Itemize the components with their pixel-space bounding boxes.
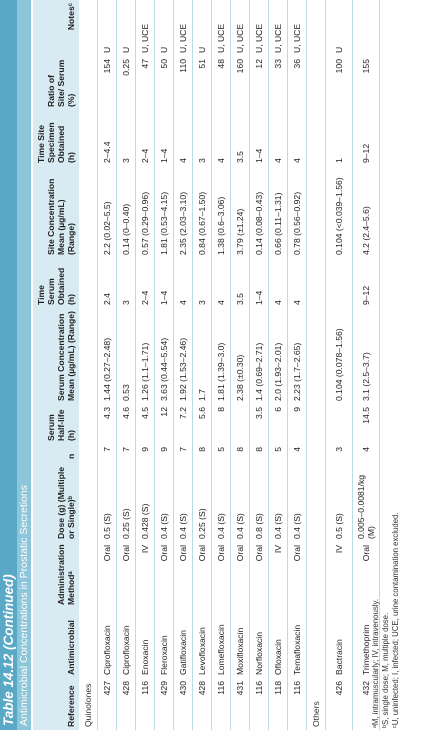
cell-time-serum-obtained: 1–4 [250,258,269,308]
cell-site-concentration: 0.84 (0.67–1.50) [193,166,212,258]
cell-reference: 116 [250,678,269,730]
cell-serum-concentration: 1.81 (1.39–3.0) [212,308,231,404]
cell-time-serum-obtained: 1–4 [155,258,174,308]
cell-time-site-obtained: 4 [174,110,193,166]
cell-n: 9 [136,444,155,462]
cell-serum-concentration: 0.104 (0.078–1.56) [326,308,353,404]
cell-site-concentration: 0.14 (0.08–0.43) [250,166,269,258]
cell-antimicrobial: Levofloxacin [193,608,212,678]
cell-notes: U [193,0,212,56]
group-label: Quinolones [79,0,98,730]
cell-ratio: 100 [326,56,353,110]
cell-reference: 116 [136,678,155,730]
table-body [79,0,380,730]
cell-ratio: 160 [231,56,250,110]
cell-antimicrobial: Gatifloxacin [174,608,193,678]
table-row [212,0,231,730]
cell-time-site-obtained: 2–4.4 [98,110,117,166]
cell-reference: 116 [212,678,231,730]
cell-ratio: 155 [353,56,380,110]
cell-notes: U [155,0,174,56]
cell-n: 8 [231,444,250,462]
cell-serum-concentration: 1.92 (1.53–2.46) [174,308,193,404]
cell-serum-concentration: 1.4 (0.69–2.71) [250,308,269,404]
cell-ratio: 33 [269,56,288,110]
table-row [98,0,117,730]
cell-time-serum-obtained: 4 [174,258,193,308]
cell-dose: 0.4 (S) [288,462,307,542]
cell-n: 3 [326,444,353,462]
cell-time-serum-obtained: 9–12 [353,258,380,308]
group-row [307,0,326,730]
cell-serum-concentration: 1.26 (1.1–1.71) [136,308,155,404]
cell-administration-method: IV [269,542,288,608]
cell-time-site-obtained: 9–12 [353,110,380,166]
table-subtitle: Antimicrobial Concentrations in Prostatic Secretions [17,0,31,730]
cell-administration-method: Oral [174,542,193,608]
cell-antimicrobial: Lomefloxacin [212,608,231,678]
cell-time-site-obtained: 3 [193,110,212,166]
cell-time-site-obtained: 3 [117,110,136,166]
table-caption [0,0,31,730]
cell-time-serum-obtained: 3 [193,258,212,308]
table-row [136,0,155,730]
cell-n: 4 [353,444,380,462]
cell-dose: 0.25 (S) [117,462,136,542]
cell-serum-concentration: 3.63 (0.44–5.54) [155,308,174,404]
cell-time-serum-obtained: 3.5 [231,258,250,308]
header-n: n [33,444,79,462]
cell-reference: 429 [155,678,174,730]
cell-serum-concentration: 1.7 [193,308,212,404]
cell-time-site-obtained: 1–4 [250,110,269,166]
cell-n: 5 [269,444,288,462]
cell-ratio: 110 [174,56,193,110]
cell-administration-method: Oral [155,542,174,608]
cell-site-concentration: 1.81 (0.53–4.15) [155,166,174,258]
cell-ratio: 0.25 [117,56,136,110]
cell-dose: 0.8 (S) [250,462,269,542]
cell-n: 7 [98,444,117,462]
header-time-serum-obtained: Time Serum Obtained (h) [33,258,79,308]
cell-n: 8 [250,444,269,462]
cell-serum-half-life [326,404,353,444]
cell-reference: 428 [117,678,136,730]
cell-time-site-obtained: 4 [212,110,231,166]
cell-notes: U [117,0,136,56]
cell-site-concentration: 3.79 (±1.24) [231,166,250,258]
cell-time-site-obtained: 2–4 [136,110,155,166]
cell-ratio: 47 [136,56,155,110]
header-serum-half-life: Serum Half-life (h) [33,404,79,444]
cell-dose: 0.5 (S) [98,462,117,542]
cell-notes: U, UCE [174,0,193,56]
cell-dose: 0.4 (S) [269,462,288,542]
header-serum-concentration: Serum Concentration Mean (µg/mL) (Range) [33,308,79,404]
table-row [288,0,307,730]
cell-administration-method: Oral [250,542,269,608]
cell-antimicrobial: Ofloxacin [269,608,288,678]
cell-reference: 118 [269,678,288,730]
cell-administration-method: IV [326,542,353,608]
cell-site-concentration: 0.66 (0.11–1.31) [269,166,288,258]
cell-dose: 0.4 (S) [231,462,250,542]
footnote-c: ᶜU, uninfected; I, infected; UCE, urine contamination excluded. [391,512,400,728]
cell-serum-half-life: 14.5 [353,404,380,444]
cell-notes: U [98,0,117,56]
cell-reference: 428 [193,678,212,730]
cell-time-serum-obtained: 2–4 [136,258,155,308]
cell-serum-half-life: 3.5 [250,404,269,444]
table-row [155,0,174,730]
cell-site-concentration: 2.35 (2.03–3.10) [174,166,193,258]
cell-serum-half-life: 6 [269,404,288,444]
cell-antimicrobial: Enoxacin [136,608,155,678]
cell-ratio: 48 [212,56,231,110]
cell-serum-concentration: 2.0 (1.93–2.01) [269,308,288,404]
cell-reference: 427 [98,678,117,730]
cell-notes: U, UCE [269,0,288,56]
cell-n: 8 [193,444,212,462]
cell-antimicrobial: Moxifloxacin [231,608,250,678]
cell-ratio: 50 [155,56,174,110]
cell-antimicrobial: Ciprofloxacin [117,608,136,678]
cell-administration-method: Oral [353,542,380,608]
cell-notes: U [326,0,353,56]
cell-antimicrobial: Trimethoprim [353,608,380,678]
cell-administration-method: Oral [117,542,136,608]
cell-reference: 432 [353,678,380,730]
cell-time-site-obtained: 4 [288,110,307,166]
cell-antimicrobial: Ciprofloxacin [98,608,117,678]
header-dose: Dose (g) (Multiple or Single)ᵇ [33,462,79,542]
header-antimicrobial: Antimicrobial [33,608,79,678]
cell-antimicrobial: Bactracin [326,608,353,678]
cell-time-site-obtained: 4 [269,110,288,166]
cell-site-concentration: 0.57 (0.29–0.96) [136,166,155,258]
cell-dose: 0.4 (S) [212,462,231,542]
cell-serum-half-life: 4.6 [117,404,136,444]
cell-time-serum-obtained: 3 [117,258,136,308]
cell-notes: U, UCE [136,0,155,56]
cell-notes: U, UCE [250,0,269,56]
cell-serum-half-life: 9 [288,404,307,444]
cell-dose: 0.4 (S) [155,462,174,542]
cell-administration-method: Oral [231,542,250,608]
cell-notes [353,0,380,56]
cell-site-concentration: 0.14 (0–0.40) [117,166,136,258]
cell-serum-concentration: 3.1 (2.5–3.7) [353,308,380,404]
cell-dose: 0.4 (S) [174,462,193,542]
header-site-concentration: Site Concentration Mean (µg/mL) (Range) [33,166,79,258]
cell-site-concentration: 1.38 (0.6–3.06) [212,166,231,258]
cell-antimicrobial: Norfloxacin [250,608,269,678]
cell-serum-half-life: 12 [155,404,174,444]
table-title: Table 14.12 (Continued) [0,0,17,730]
cell-serum-half-life: 4.3 [98,404,117,444]
cell-notes: U, UCE [231,0,250,56]
cell-ratio: 12 [250,56,269,110]
cell-time-site-obtained: 1–4 [155,110,174,166]
footnote-a: ᵃM, intramuscularly; IV, intravenously. [371,599,380,728]
cell-dose: 0.25 (S) [193,462,212,542]
cell-serum-half-life: 4.5 [136,404,155,444]
cell-reference: 116 [288,678,307,730]
table-row [174,0,193,730]
table-header [33,0,79,730]
cell-administration-method: IV [136,542,155,608]
table-row [193,0,212,730]
cell-time-serum-obtained: 4 [288,258,307,308]
cell-ratio: 51 [193,56,212,110]
cell-serum-half-life [231,404,250,444]
cell-n: 5 [212,444,231,462]
cell-reference: 430 [174,678,193,730]
header-ratio: Ratio of Site/ Serum (%) [33,56,79,110]
cell-notes: U, UCE [288,0,307,56]
group-label: Others [307,0,326,730]
table-row [231,0,250,730]
header-row [33,0,79,730]
cell-serum-concentration: 1.44 (0.27–2.48) [98,308,117,404]
cell-serum-half-life: 7.2 [174,404,193,444]
table-row [326,0,353,730]
header-notes: Notesᶜ [33,0,79,56]
cell-time-serum-obtained: 4 [212,258,231,308]
cell-time-site-obtained: 1 [326,110,353,166]
table-row [269,0,288,730]
cell-n: 7 [174,444,193,462]
cell-antimicrobial: Fleroxacin [155,608,174,678]
cell-dose: 0.428 (S) [136,462,155,542]
table-row [117,0,136,730]
cell-dose: 0.005–0.0081/kg (M) [353,462,380,542]
antimicrobial-table [33,0,380,730]
cell-reference: 426 [326,678,353,730]
cell-serum-half-life: 5.6 [193,404,212,444]
cell-serum-half-life: 8 [212,404,231,444]
cell-n: 7 [117,444,136,462]
cell-site-concentration: 0.78 (0.56–0.92) [288,166,307,258]
cell-administration-method: Oral [193,542,212,608]
header-administration-method: Administration Methodᵃ [33,542,79,608]
cell-dose: 0.5 (S) [326,462,353,542]
header-reference: Reference [33,678,79,730]
cell-time-serum-obtained: 4 [269,258,288,308]
cell-time-serum-obtained [326,258,353,308]
cell-site-concentration: 0.104 (<0.039–1.56) [326,166,353,258]
cell-ratio: 154 [98,56,117,110]
cell-administration-method: Oral [212,542,231,608]
cell-serum-concentration: 0.53 [117,308,136,404]
group-row [79,0,98,730]
cell-time-serum-obtained: 2.4 [98,258,117,308]
table-row [250,0,269,730]
cell-notes: U, UCE [212,0,231,56]
cell-n: 4 [288,444,307,462]
cell-antimicrobial: Temafloxacin [288,608,307,678]
header-time-site-obtained: Time Site Specimen Obtained (h) [33,110,79,166]
cell-administration-method: Oral [98,542,117,608]
cell-n: 9 [155,444,174,462]
footnote-b: ᵇS, single dose; M, multiple dose. [381,612,390,728]
cell-serum-concentration: 2.23 (1.7–2.65) [288,308,307,404]
cell-site-concentration: 2.2 (0.02–5.5) [98,166,117,258]
cell-reference: 431 [231,678,250,730]
cell-administration-method: Oral [288,542,307,608]
cell-serum-concentration: 2.38 (±0.30) [231,308,250,404]
cell-time-site-obtained: 3.5 [231,110,250,166]
cell-site-concentration: 4.2 (2.4–5.6) [353,166,380,258]
cell-ratio: 36 [288,56,307,110]
